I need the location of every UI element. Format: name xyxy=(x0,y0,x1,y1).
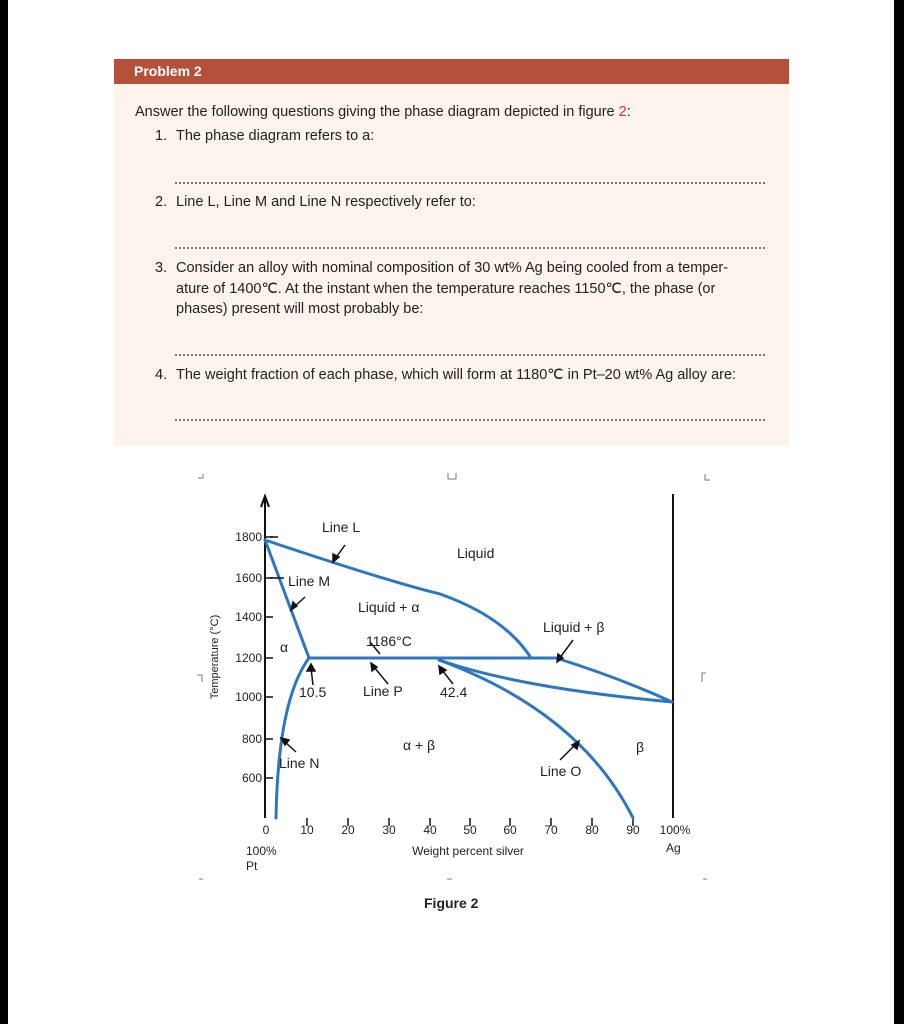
label-liquid: Liquid xyxy=(457,545,495,561)
label-beta: β xyxy=(636,739,645,755)
line-o-arrow xyxy=(560,745,575,760)
line-p-arrow xyxy=(374,667,388,684)
label-line-l: Line L xyxy=(322,519,361,535)
label-line-p: Line P xyxy=(363,683,403,699)
pt-10-5-arrowhead xyxy=(307,664,315,671)
y-tick-label: 1800 xyxy=(235,530,262,544)
q3-line-2: ature of 1400℃. At the instant when the temperature reaches 1150℃, the phase (or xyxy=(176,281,716,297)
q3-number: 3. xyxy=(155,260,168,276)
label-line-o: Line O xyxy=(540,763,582,779)
q1-number: 1. xyxy=(155,128,168,144)
x-tick-label: 0 xyxy=(262,823,270,837)
label-liquid-beta: Liquid + β xyxy=(543,619,605,635)
y-tick-label: 1600 xyxy=(235,571,262,585)
label-line-m: Line M xyxy=(288,573,331,589)
x-tick-label: 80 xyxy=(585,823,599,837)
crop-mark-ml xyxy=(197,675,202,682)
y-tick-label: 800 xyxy=(241,732,262,746)
q4-text: The weight fraction of each phase, which will form at 1180℃ in Pt–20 wt% Ag alloy are: xyxy=(176,367,737,383)
x-tick-label: 100% xyxy=(659,823,691,837)
line-m-arrowhead xyxy=(291,602,297,610)
x-axis-label: Weight percent silver xyxy=(412,844,524,858)
left-end-pct: 100% xyxy=(246,844,277,858)
crop-mark-tc xyxy=(448,473,456,479)
crop-mark-tl xyxy=(198,474,203,478)
x-tick-label: 30 xyxy=(382,823,396,837)
y-tick-label: 1400 xyxy=(235,610,262,624)
crop-mark-tr xyxy=(705,474,710,480)
figure-caption: Figure 2 xyxy=(424,895,479,911)
crop-mark-mr xyxy=(702,673,706,682)
x-tick-label: 70 xyxy=(544,823,558,837)
intro-before: Answer the following questions giving the phase diagram depicted in figure xyxy=(135,104,619,120)
problem-title: Problem 2 xyxy=(134,63,202,79)
x-tick-label: 20 xyxy=(341,823,355,837)
y-axis-label: Temperature (°C) xyxy=(209,614,221,700)
q3-line-3: phases) present will most probably be: xyxy=(176,301,424,317)
q1-text: The phase diagram refers to a: xyxy=(176,128,375,144)
q3-line-1: Consider an alloy with nominal composition of 30 wt% Ag being cooled from a temper- xyxy=(176,260,729,276)
x-tick-label: 90 xyxy=(626,823,640,837)
right-end-element: Ag xyxy=(666,841,681,855)
label-alpha-beta: α + β xyxy=(403,737,436,753)
figure-reference: 2 xyxy=(618,104,627,120)
label-comp-10-5: 10.5 xyxy=(299,684,327,700)
x-tick-label: 40 xyxy=(423,823,437,837)
x-tick-label: 60 xyxy=(503,823,517,837)
q2-number: 2. xyxy=(155,194,168,210)
label-temp-1186: 1186°C xyxy=(366,633,412,649)
x-tick-label: 10 xyxy=(300,823,314,837)
label-line-n: Line N xyxy=(279,755,320,771)
label-liquid-alpha: Liquid + α xyxy=(358,599,420,615)
y-tick-label: 1000 xyxy=(235,690,262,704)
q2-text: Line L, Line M and Line N respectively refer to: xyxy=(176,194,476,210)
solidus-beta-curve xyxy=(439,660,672,702)
label-alpha: α xyxy=(280,639,289,655)
y-tick-label: 600 xyxy=(241,771,262,785)
left-end-element: Pt xyxy=(246,859,258,873)
intro-after: : xyxy=(626,104,631,120)
label-comp-42-4: 42.4 xyxy=(440,684,468,700)
q4-number: 4. xyxy=(155,367,168,383)
x-tick-label: 50 xyxy=(463,823,477,837)
y-tick-label: 1200 xyxy=(235,651,262,665)
